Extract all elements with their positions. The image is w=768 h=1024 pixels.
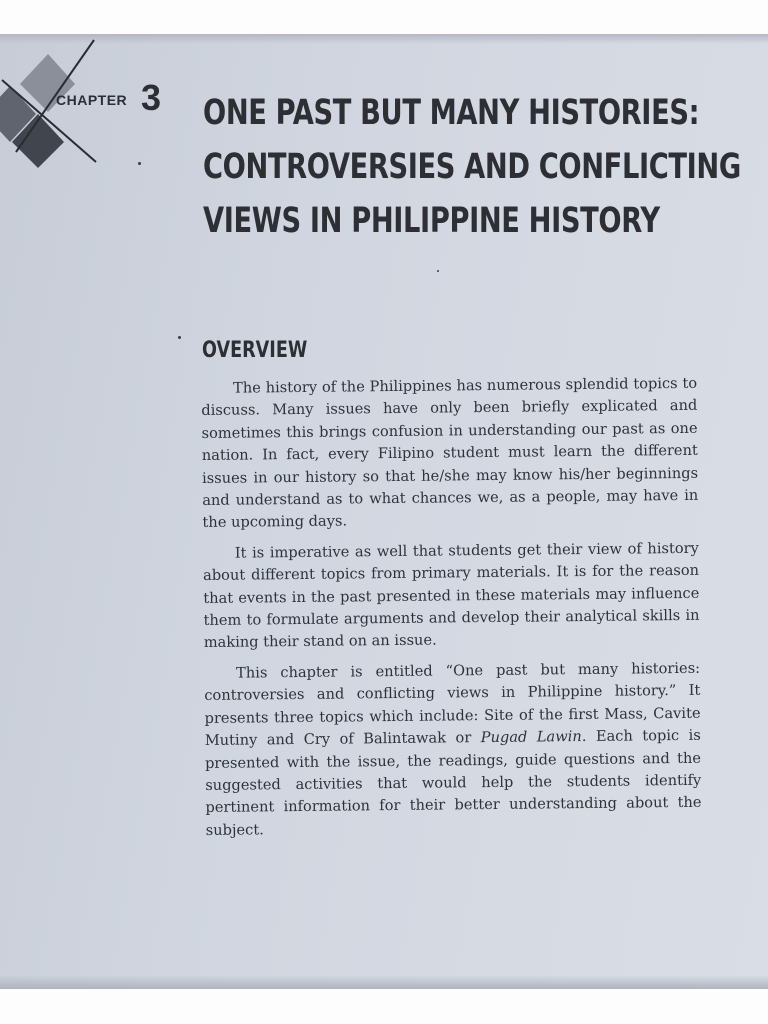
chapter-title-line: ONE PAST BUT MANY HISTORIES:	[203, 93, 700, 133]
chapter-title-line: VIEWS IN PHILIPPINE HISTORY	[203, 201, 660, 241]
paragraph-text: This chapter is entitled “One past but many histories: controversies and conflicting views in Philippine history.” It presents three topics which include: Site of the first Mass, Cavite Mutiny and Cry of Balintawak or	[204, 659, 701, 750]
chapter-number: 3	[141, 77, 162, 118]
chapter-label: CHAPTER	[56, 92, 128, 108]
top-shadow	[0, 34, 768, 44]
bottom-shadow	[0, 975, 768, 989]
chapter-title-line: CONTROVERSIES AND CONFLICTING	[203, 147, 741, 187]
overview-body	[201, 373, 702, 850]
overview-heading: OVERVIEW	[202, 338, 308, 363]
print-speck	[437, 270, 439, 272]
italic-term: Pugad Lawin	[480, 728, 582, 747]
book-page	[0, 34, 768, 989]
overview-paragraph: The history of the Philippines has numerous splendid topics to discuss. Many issues have only been briefly explicated and sometimes this brings confusion in understanding our past as one nation. In fact, every Filipino student must learn the different issues in our history so that he/she may know his/her beginnings and understand as to what chances we, as a people, may have in the upcoming days.	[201, 374, 699, 532]
overview-paragraph: It is imperative as well that students get their view of history about different topics from primary materials. It is for the reason that events in the past presented in these materials may influence them to formulate arguments and develop their analytical skills in making their stand on an issue.	[202, 539, 700, 652]
print-speck	[178, 336, 181, 339]
overview-paragraph	[204, 658, 702, 842]
print-speck	[138, 162, 141, 165]
chapter-title	[203, 86, 741, 248]
paragraph-text: . Each topic is presented with the issue, the readings, guide questions and the suggested activities that would help the students identify pertinent information for their better understanding about the subject.	[204, 726, 702, 839]
chapter-emblem-icon	[0, 34, 110, 184]
